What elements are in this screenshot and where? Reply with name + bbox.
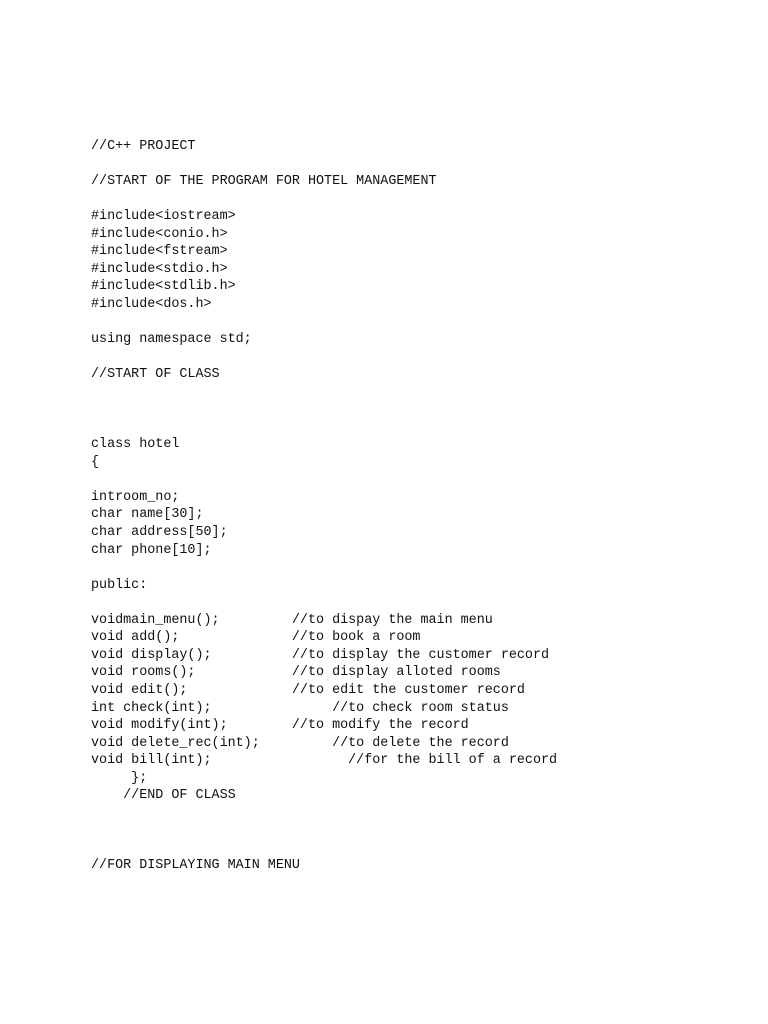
method-line: void bill(int); //for the bill of a record [91,753,558,769]
method-line: void edit(); //to edit the customer record [91,682,525,698]
class-declaration-line: class hotel [91,437,180,453]
include-line: #include<stdio.h> [91,261,228,277]
blank-line [91,419,557,437]
comment-line: //C++ PROJECT [91,139,196,154]
blank-line [91,384,557,402]
member-line: char phone[10]; [91,542,212,558]
blank-line [91,559,557,577]
include-line: #include<conio.h> [91,226,228,242]
include-line: #include<fstream> [91,244,228,260]
blank-line [91,822,557,840]
blank-line [91,594,557,612]
method-line: voidmain_menu(); //to dispay the main menu [91,612,493,628]
member-line: char address[50]; [91,525,228,541]
method-line: void display(); //to display the customer record [91,647,550,663]
comment-line: //START OF THE PROGRAM FOR HOTEL MANAGEMENT [91,174,437,190]
include-line: #include<dos.h> [91,296,212,312]
blank-line [91,471,557,489]
blank-line [91,156,557,174]
method-line: void add(); //to book a room [91,630,421,646]
method-line: void delete_rec(int); //to delete the record [91,735,509,751]
blank-line [91,840,557,858]
method-line: int check(int); //to check room status [91,700,509,716]
include-line: #include<iostream> [91,209,236,225]
comment-line: //FOR DISPLAYING MAIN MENU [91,858,300,874]
member-line: char name[30]; [91,507,204,523]
method-line: void modify(int); //to modify the record [91,718,469,734]
code-listing [91,138,557,875]
member-line: introom_no; [91,489,180,505]
blank-line [91,191,557,209]
brace-line: { [91,454,100,470]
blank-line [91,349,557,367]
comment-line: //END OF CLASS [91,788,236,804]
namespace-line: using namespace std; [91,332,252,348]
brace-line: }; [91,770,148,786]
blank-line [91,313,557,331]
method-line: void rooms(); //to display alloted rooms [91,665,501,681]
blank-line [91,401,557,419]
access-specifier-line: public: [91,577,148,593]
comment-line: //START OF CLASS [91,367,220,383]
blank-line [91,805,557,823]
include-line: #include<stdlib.h> [91,279,236,295]
